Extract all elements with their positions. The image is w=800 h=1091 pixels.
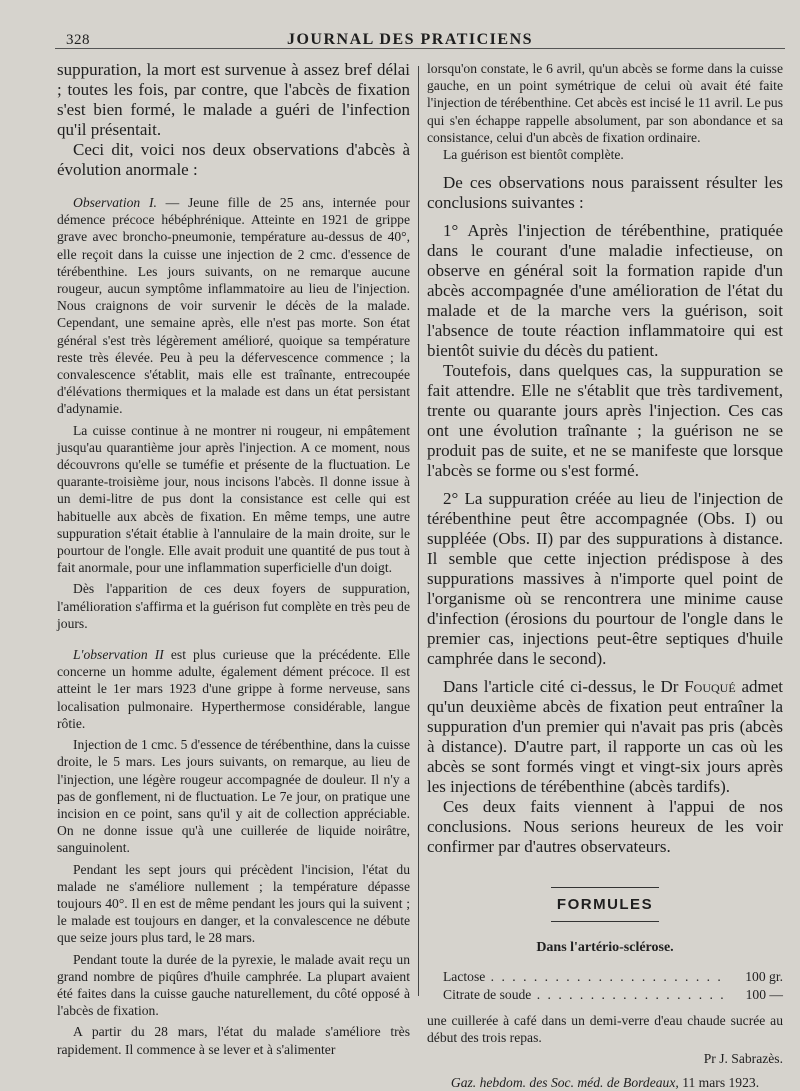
instructions: une cuillerée à café dans un demi-verre d'eau chaude sucrée au début des trois repas. (427, 1013, 783, 1046)
journal-title: JOURNAL DES PRATICIENS (286, 31, 534, 48)
author-name: Fouqué (684, 677, 736, 697)
conclusion-1: 1° Après l'injection de térébenthine, pratiquée dans le courant d'une maladie infectieuse, on observe en général soit la formation rapide d'un abcès accompagnée d'une amélioration de l'état du malade et de la marche vers la guérison, soit l'absence de toute réaction inflammatoire qui est bientôt suivie du décès du patient. (427, 221, 783, 361)
text-run: Dans l'article cité ci-dessus, le Dr (443, 677, 685, 697)
ingredient-row (427, 968, 783, 986)
paragraph: Pendant les sept jours qui précèdent l'incision, l'état du malade ne s'améliore nullement ; la température dépasse toujours 40°. Il en est de même pendant les jours qui la suivent ; le malade est toujours en danger, et la convalescence ne débute que seize jours plus tard, le 28 mars. (57, 861, 410, 946)
observation-1-label: Observation I. (73, 195, 157, 210)
paragraph: suppuration, la mort est survenue à assez bref délai ; toutes les fois, par contre, que l'abcès de fixation s'est bien formé, le malade a guéri de l'infection qu'il présentait. (57, 60, 410, 139)
observation-2-text: est plus curieuse que la précédente. Elle concerne un homme adulte, également dément précoce. Il est atteint le 1er mars 1923 d'une grippe à forme nerveuse, sans localisation pulmonaire. Hyperthermose considérable, langue rôtie. (57, 647, 410, 731)
page-header (60, 28, 760, 50)
paragraph: De ces observations nous paraissent résulter les conclusions suivantes : (427, 173, 783, 213)
conclusion-2: 2° La suppuration créée au lieu de l'injection de térébenthine peut être accompagnée (Obs. I) ou suppléée (Obs. II) par des suppurations à distance. Il semble que cette injection prédispose à des suppurations massives à n'importe quel point de l'organisme où se rencontrera une minime cause d'infection (érosions du pourtour de l'ongle dans le premier cas, injections peut-être septiques d'huile camphrée dans le second). (427, 489, 783, 669)
paragraph: Ceci dit, voici nos deux observations d'abcès à évolution anormale : (57, 140, 410, 179)
formules-section (427, 887, 783, 922)
ingredient-qty: 100 — (745, 987, 783, 1003)
page-number: 328 (66, 32, 90, 48)
formula-author: Pr J. Sabrazès. (703, 1050, 783, 1066)
paragraph: Dès l'apparition de ces deux foyers de suppuration, l'amélioration s'affirma et la guérison fut complète en très peu de jours. (57, 581, 410, 631)
paragraph: lorsqu'on constate, le 6 avril, qu'un abcès se forme dans la cuisse gauche, en un point symétrique de celui où avait été faite l'injection de térébenthine. Cet abcès est incisé le 11 avril. Le pus qui s'en échappe rappelle absolument, par son abondance et sa consistance, celui d'un abcès de fixation ordinaire. (427, 61, 783, 145)
paragraph: La guérison est bientôt complète. (443, 147, 624, 163)
paragraph: A partir du 28 mars, l'état du malade s'améliore très rapidement. Il commence à se lever et à s'alimenter (57, 1024, 410, 1057)
observation-2 (57, 646, 410, 732)
right-column (427, 60, 783, 1091)
observation-1 (57, 194, 410, 418)
ingredient-name: Lactose . . . (443, 968, 725, 986)
paragraph: La cuisse continue à ne montrer ni rougeur, ni empâtement jusqu'au quarantième jour après l'injection. A ce moment, nous découvrons qu'elle se tuméfie et présente de la fluctuation. Le quarante-troisième jour, nous incisons l'abcès. Il donne issue à un demi-litre de pus dont la consistance est celle qui est habituelle aux abcès de fixation. En même temps, une autre suppuration s'était établie à l'annulaire de la main droite, sur le pourtour de l'ongle. Elle avait produit une quantité de pus tout à fait anormale, pour une inflammation superficielle d'un doigt. (57, 422, 410, 576)
formules-heading: FORMULES (551, 887, 659, 922)
left-column (57, 60, 410, 1058)
formula-title: Dans l'artério-sclérose. (536, 940, 674, 956)
column-divider (418, 66, 419, 996)
source-citation (427, 1075, 783, 1091)
text-run: admet qu'un deuxième abcès de fixation peut entraîner la suppuration d'un premier qui n'avait pas pris (abcès à distance). D'autre part, il rapporte un cas où les abcès se sont formés vingt et vingt-six jours après les injections de térébenthine (abcès tardifs). (427, 677, 783, 797)
header-rule (55, 48, 785, 49)
paragraph: Ces deux faits viennent à l'appui de nos conclusions. Nous serions heureux de les voir confirmer par d'autres observateurs. (427, 797, 783, 857)
observation-2-label: L'observation II (73, 647, 164, 663)
source-journal: Gaz. hebdom. des Soc. méd. de Bordeaux, (450, 1074, 679, 1090)
paragraph: Toutefois, dans quelques cas, la suppuration se fait attendre. Elle ne s'établit que très tardivement, trente ou quarante jours après l'injection. Ces cas ont une évolution traînante ; la guérison ne se produit pas de suite, et ne se manifeste que lorsque l'abcès se forme ou s'est formé. (427, 361, 783, 481)
source-date: 11 mars 1923. (678, 1074, 760, 1090)
ingredient-name: Citrate de soude . . . (443, 986, 725, 1004)
prescription (427, 968, 783, 1004)
observation-1-text: — Jeune fille de 25 ans, internée pour démence précoce hébéphrénique. Atteinte en 1921 de grippe grave avec broncho-pneumonie, température au-dessus de 40°, elle reçoit dans la cuisse une injection de 2 cmc. d'essence de térébenthine. Les jours suivants, on ne remarque aucune rougeur, aucun symptôme inflammatoire au lieu de l'injection. Nous craignons de voir survenir le décès de la malade. Cependant, une semaine après, elle n'est pas morte. Son état général s'est très légèrement amélioré, quoique sa température reste très élevée. Peu à peu la défervescence commence ; la convalescence s'établit, mais elle est traînante, entrecoupée d'élévations thermiques et la malade est dans un état persistant d'adynamie. (57, 195, 410, 417)
paragraph: Pendant toute la durée de la pyrexie, le malade avait reçu un grand nombre de piqûres d'huile camphrée. La plupart avaient été faites dans la cuisse gauche naturellement, du côté opposé à l'abcès de fixation. (57, 951, 410, 1019)
paragraph: Injection de 1 cmc. 5 d'essence de térébenthine, dans la cuisse droite, le 5 mars. Les jours suivants, on remarque, au lieu de l'injection, une légère rougeur accompagnée de douleur. Il n'y a pas de gonflement, ni de fluctuation. Le 7e jour, on pratique une incision en ce point, sans qu'il y ait de collection appréciable. On ne donne issue qu'à une cuillerée de liquide noirâtre, sanguinolent. (57, 737, 410, 856)
ingredient-qty: 100 gr. (745, 969, 783, 985)
ingredient-row (427, 986, 783, 1004)
paragraph (427, 677, 783, 797)
